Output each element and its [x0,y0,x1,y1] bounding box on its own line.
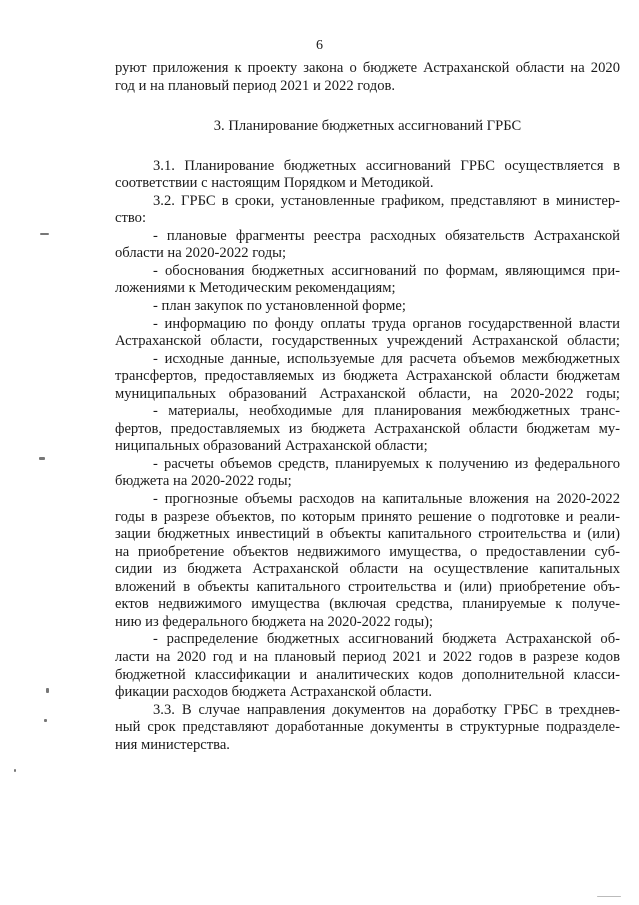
scan-mark [44,719,47,722]
text-line: соответствии с настоящим Порядком и Методикой. [115,175,434,192]
text-line: - обоснования бюджетных ассигнований по формам, являющимся при- [153,262,620,279]
text-line: - плановые фрагменты реестра расходных обязательств Астраханской [153,227,620,244]
text-line: ство: [115,210,146,227]
text-line: ектов недвижимого имущества (включая средства, планируемые к получе- [115,596,620,613]
text-line: годы в разрезе объектов, по которым принято решение о подготовке и реали- [115,508,620,525]
text-line: - план закупок по установленной форме; [153,298,406,315]
scan-mark [597,896,621,897]
text-line: области на 2020-2022 годы; [115,245,287,262]
text-line: зации бюджетных инвестиций в объекты капитального строительства и (или) [115,526,620,543]
text-line: - прогнозные объемы расходов на капитальные вложения на 2020-2022 [153,491,620,508]
text-line: - распределение бюджетных ассигнований бюджета Астраханской об- [153,631,620,648]
text-line: сидии из бюджета Астраханской области на осуществление капитальных [115,561,620,578]
scan-mark [40,233,49,235]
text-line: Астраханской области, государственных учреждений Астраханской области; [115,333,620,350]
scan-mark [46,688,49,693]
text-line: муниципальных образований Астраханской области, на 2020-2022 годы; [115,385,620,402]
text-line: 3.3. В случае направления документов на доработку ГРБС в трехднев- [153,701,620,718]
page-number: 6 [316,38,323,53]
text-line: ный срок представляют доработанные документы в структурные подразделе- [115,719,620,736]
text-line: 3.1. Планирование бюджетных ассигнований ГРБС осуществляется в [153,157,620,174]
text-line: - материалы, необходимые для планирования межбюджетных транс- [153,403,620,420]
text-line: вложений в объекты капитального строительства и (или) приобретение объ- [115,578,620,595]
scan-mark [39,457,45,460]
text-line: бюджетной классификации и аналитических кодов дополнительной класси- [115,666,620,683]
text-line: - расчеты объемов средств, планируемых к получению из федерального [153,455,620,472]
section-heading: 3. Планирование бюджетных ассигнований ГРБС [213,118,522,135]
text-line: фикации расходов бюджета Астраханской области. [115,684,433,701]
text-line: бюджета на 2020-2022 годы; [115,473,292,490]
document-body [115,60,620,754]
text-line: ложениями к Методическим рекомендациям; [115,280,396,297]
text-line: нию из федерального бюджета на 2020-2022 годы); [115,613,434,630]
text-line: фертов, предоставляемых из бюджета Астраханской области бюджетам му- [115,420,620,437]
text-line: на приобретение объектов недвижимого имущества, о предоставлении суб- [115,543,620,560]
text-line: ния министерства. [115,736,230,753]
text-line: ласти на 2020 год и на плановый период 2021 и 2022 годов в разрезе кодов [115,648,620,665]
text-line: год и на плановый период 2021 и 2022 годов. [115,77,396,94]
scan-mark [14,769,16,772]
text-line: - исходные данные, используемые для расчета объемов межбюджетных [153,350,620,367]
text-line: ниципальных образований Астраханской области; [115,438,428,455]
text-line: руют приложения к проекту закона о бюджете Астраханской области на 2020 [115,60,620,76]
text-line: 3.2. ГРБС в сроки, установленные графиком, представляют в министер- [153,192,620,209]
text-line: - информацию по фонду оплаты труда органов государственной власти [153,315,620,332]
text-line: трансфертов, предоставляемых из бюджета Астраханской области бюджетам [115,368,620,385]
